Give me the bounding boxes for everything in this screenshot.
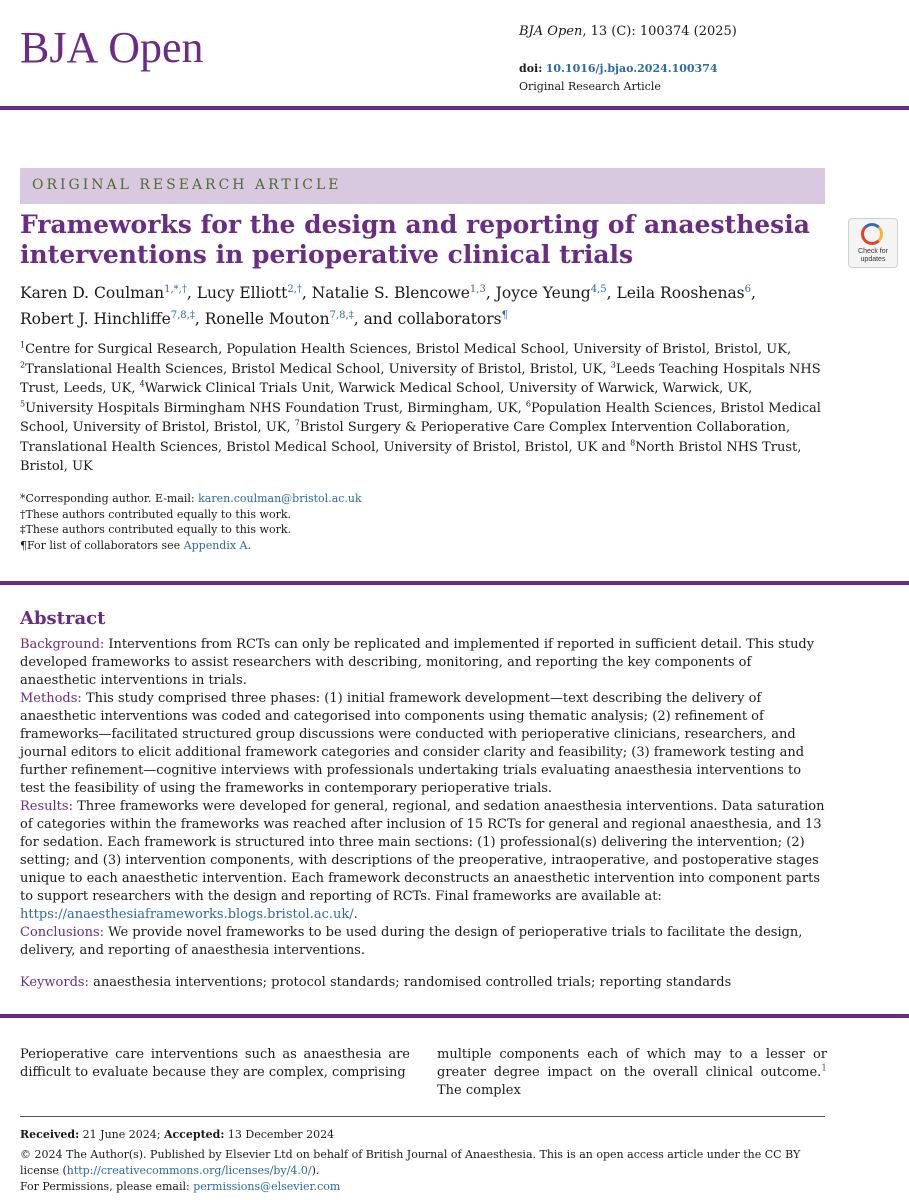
copyright-notice: © 2024 The Author(s). Published by Elsevier Ltd on behalf of British Journal of Anaesthesia. This is an open access article under the CC BY license (http://creativecommons.org/licenses/by/4.0/).	[20, 1148, 801, 1177]
frameworks-link[interactable]: https://anaesthesiaframeworks.blogs.bristol.ac.uk/	[20, 907, 354, 922]
doi-line	[519, 62, 718, 75]
affiliation: North Bristol NHS Trust, Bristol, UK	[20, 439, 802, 474]
equal-contribution-note: †These authors contributed equally to this work.	[20, 507, 292, 521]
affiliation: Translational Health Sciences, Bristol Medical School, University of Bristol, Bristol, UK,	[25, 361, 611, 377]
affiliation: Population Health Sciences, Bristol Medical School, University of Bristol, Bristol, UK,	[20, 400, 821, 435]
doi-link[interactable]: 10.1016/j.bjao.2024.100374	[545, 62, 718, 75]
license-link[interactable]: http://creativecommons.org/licenses/by/4.0/	[66, 1164, 312, 1177]
author: and collaborators¶	[363, 309, 509, 328]
author-list	[20, 280, 825, 332]
logo-open: Open	[108, 23, 204, 72]
author: Joyce Yeung$^{4,5}$,	[495, 283, 617, 302]
affiliation: Bristol Surgery & Perioperative Care Complex Intervention Collaboration, Translational Health Sciences, Bristol Medical School, University of Bristol, Bristol, UK and	[20, 420, 791, 455]
author: Lucy Elliott$^{2,\dagger}$,	[196, 283, 312, 302]
abstract-methods: Methods: This study comprised three phases: (1) initial framework development—text describing the delivery of anaesthetic interventions was coded and categorised into components using thematic analysis; (2) refinement of frameworks—facilitated structured group discussions were conducted with perioperative clinicians, researchers, and journal editors to elicit additional framework categories and consider clarity and feasibility; (3) framework testing and further refinement—cognitive interviews with professionals undertaking trials evaluating anaesthesia interventions to test the feasibility of using the frameworks in contemporary perioperative trials.	[20, 691, 805, 796]
journal-volume: , 13 (C): 100374 (2025)	[582, 24, 737, 39]
abstract-body	[20, 636, 825, 960]
abstract-bottom-divider	[0, 1014, 909, 1018]
body-column-right: multiple components each of which may to a lesser or greater degree impact on the overall clinical outcome.$^1$ The complex	[437, 1047, 827, 1098]
journal-logo	[20, 22, 204, 73]
author: Robert J. Hinchliffe$^{7,8,\ddagger}$,	[20, 309, 205, 328]
check-updates-icon	[861, 223, 883, 245]
abstract-heading: Abstract	[20, 608, 106, 629]
keywords-label: Keywords:	[20, 975, 89, 990]
article-title: Frameworks for the design and reporting of anaesthesia interventions in perioperative clinical trials	[20, 210, 810, 269]
author: Karen D. Coulman$^{1,*,\dagger}$,	[20, 283, 197, 302]
corresponding-author-note: *Corresponding author. E-mail: karen.coulman@bristol.ac.uk	[20, 492, 362, 505]
affiliation: Leeds Teaching Hospitals NHS Trust, Leeds, UK,	[20, 361, 821, 396]
corresponding-email-link[interactable]: karen.coulman@bristol.ac.uk	[198, 492, 362, 505]
author: Ronelle Mouton$^{7,8,\ddagger}$,	[204, 309, 364, 328]
journal-citation	[519, 22, 737, 41]
permissions-email-link[interactable]: permissions@elsevier.com	[193, 1180, 341, 1193]
footer-divider	[20, 1116, 825, 1117]
author-notes	[20, 491, 825, 553]
affiliation: Centre for Surgical Research, Population Health Sciences, Bristol Medical School, University of Bristol, Bristol, UK,	[25, 342, 792, 357]
article-type-band	[20, 168, 825, 204]
reference-link[interactable]: 1	[821, 1063, 827, 1074]
author: Natalie S. Blencowe$^{1,3}$,	[311, 283, 496, 302]
collaborators-note: ¶For list of collaborators see Appendix A.	[20, 538, 251, 552]
abstract-background: Background: Interventions from RCTs can only be replicated and implemented if reported in sufficient detail. This study developed frameworks to assist researchers with describing, monitoring, and reporting the key components of anaesthetic interventions in trials.	[20, 637, 815, 688]
header-divider	[0, 106, 909, 110]
permissions-line: For Permissions, please email: permissions@elsevier.com	[20, 1180, 341, 1193]
journal-name: BJA Open	[519, 24, 583, 39]
affiliation: University Hospitals Birmingham NHS Foundation Trust, Birmingham, UK,	[25, 400, 526, 416]
abstract-results: Results: Three frameworks were developed for general, regional, and sedation anaesthesia interventions. Data saturation of categories within the frameworks was reached after inclusion of 15 RCTs for general and regional anaesthesia, and 13 for sedation. Each framework is structured into three main sections: (1) professional(s) delivering the intervention; (2) setting; and (3) intervention components, with descriptions of the preoperative, intraoperative, and postoperative stages unique to each anaesthetic intervention. Each framework deconstructs an anaesthetic intervention into component parts to support researchers with the design and reporting of RCTs. Final frameworks are available at: https://anaesthesiaframeworks.blogs.bristol.ac.uk/.	[20, 799, 825, 922]
keywords	[20, 974, 825, 992]
article-type: Original Research Article	[519, 80, 661, 93]
received-dates: Received: 21 June 2024; Accepted: 13 December 2024	[20, 1128, 335, 1141]
keywords-text: anaesthesia interventions; protocol standards; randomised controlled trials; reporting standards	[88, 975, 732, 990]
appendix-link[interactable]: Appendix A	[183, 538, 248, 552]
author: Leila Rooshenas$^6$,	[616, 283, 756, 302]
abstract-conclusions: Conclusions: We provide novel frameworks to be used during the design of perioperative trials to facilitate the design, delivery, and reporting of anaesthesia interventions.	[20, 925, 803, 958]
article-type-band-label: ORIGINAL RESEARCH ARTICLE	[32, 177, 342, 193]
affiliations: $^1$Centre for Surgical Research, Population Health Sciences, Bristol Medical School, University of Bristol, Bristol, UK, $^2$Translational Health Sciences, Bristol Medical School, University of Bristol, Bristol, UK, $^3$Leeds Teaching Hospitals NHS Trust, Leeds, UK, $^4$Warwick Clinical Trials Unit, Warwick Medical School, University of Warwick, Warwick, UK, $^5$University Hospitals Birmingham NHS Foundation Trust, Birmingham, UK, $^6$Population Health Sciences, Bristol Medical School, University of Bristol, Bristol, UK, $^7$Bristol Surgery & Perioperative Care Complex Intervention Collaboration, Translational Health Sciences, Bristol Medical School, University of Bristol, Bristol, UK and $^8$North Bristol NHS Trust, Bristol, UK	[20, 340, 821, 474]
abstract-top-divider	[0, 581, 909, 585]
affiliation: Warwick Clinical Trials Unit, Warwick Medical School, University of Warwick, Warwick, UK,	[144, 381, 753, 396]
equal-contribution-note-2: ‡These authors contributed equally to this work.	[20, 523, 292, 536]
body-column-left: Perioperative care interventions such as anaesthesia are difficult to evaluate because they are complex, comprising	[20, 1047, 410, 1080]
check-for-updates-badge[interactable]	[848, 218, 898, 268]
doi-label: doi:	[519, 62, 543, 75]
logo-bja: BJA	[20, 23, 99, 72]
check-updates-label: Check for updates	[858, 248, 888, 263]
